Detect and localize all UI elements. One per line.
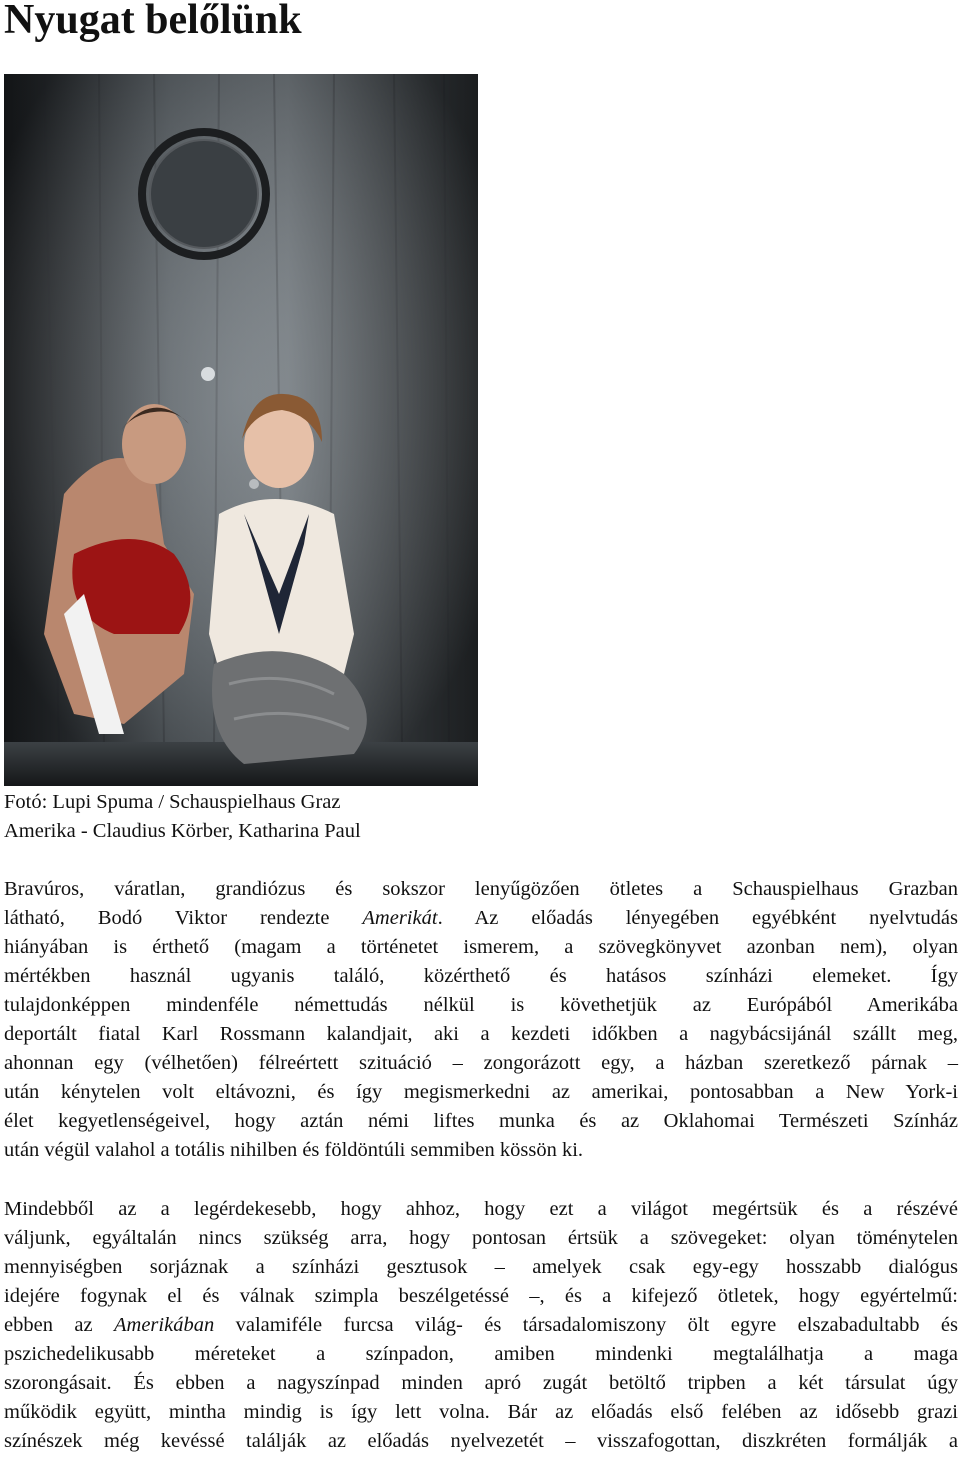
photo-caption <box>4 788 956 846</box>
paragraph-line: után végül valahol a totális nihilben és földöntúli semmiben kössön ki. <box>4 1139 584 1161</box>
paragraph-line: mértékben használ ugyanis találó, közérthető és hatásos színházi elemeket. Így <box>4 965 958 987</box>
paragraph-line: idejére fogynak el és válnak szimpla beszélgetéssé –, és a kifejező ötletek, hogy egyértelmű: <box>4 1285 958 1307</box>
paragraph-line: hiányában is érthető (magam a történetet ismerem, a szövegkönyvet azonban nem), olyan <box>4 936 958 958</box>
paragraph-line: deportált fiatal Karl Rossmann kalandjait, aki a kezdeti időkben a nagybácsijánál szállt meg, <box>4 1023 958 1045</box>
paragraph-line: pszichedelikusabb méreteket a színpadon, amiben mindenki megtalálhatja a maga <box>4 1343 958 1365</box>
photo-cast: Amerika - Claudius Körber, Katharina Paul <box>4 820 361 842</box>
paragraph-line: látható, Bodó Viktor rendezte Amerikát. Az előadás lényegében egyébként nyelvtudás <box>4 907 958 929</box>
paragraph-line: Bravúros, váratlan, grandiózus és sokszor lenyűgözően ötletes a Schauspielhaus Grazban <box>4 878 958 900</box>
paragraph-2 <box>4 1195 958 1456</box>
article-title: Nyugat belőlünk <box>4 0 302 43</box>
paragraph-line: színészek még kevéssé találják az előadás nyelvezetét – visszafogottan, diszkréten formálják a <box>4 1430 958 1452</box>
paragraph-line: Mindebből az a legérdekesebb, hogy ahhoz, hogy ezt a világot megértsük és a részévé <box>4 1198 958 1220</box>
paragraph-line: ebben az Amerikában valamiféle furcsa világ- és társadalomiszony ölt egyre elszabadultabb és <box>4 1314 958 1336</box>
theatre-photo <box>4 74 478 786</box>
paragraph-line: mennyiségben sorjáznak a színházi gesztusok – amelyek csak egy-egy hosszabb dialógus <box>4 1256 958 1278</box>
paragraph-line: ahonnan egy (vélhetően) félreértett szituáció – zongorázott egy, a házban szeretkező párnak – <box>4 1052 958 1074</box>
work-title: Amerikában <box>114 1314 215 1336</box>
paragraph-line: szorongásait. És ebben a nagyszínpad minden apró zugát betöltő tripben a két társulat úgy <box>4 1372 958 1394</box>
photo-credit: Fotó: Lupi Spuma / Schauspielhaus Graz <box>4 791 341 813</box>
theatre-photo-illustration <box>4 74 478 786</box>
paragraph-line: váljunk, egyáltalán nincs szükség arra, hogy pontosan értsük a szövegeket: olyan töménytelen <box>4 1227 958 1249</box>
paragraph-line: működik együtt, mintha mindig is így lett volna. Bár az előadás első felében az idősebb grazi <box>4 1401 958 1423</box>
paragraph-1 <box>4 875 958 1165</box>
paragraph-line: tulajdonképpen mindenféle némettudás nélkül is követhetjük az Európából Amerikába <box>4 994 958 1016</box>
paragraph-line: élet kegyetlenségeivel, hogy aztán némi liftes munka és az Oklahomai Természeti Színház <box>4 1110 958 1132</box>
paragraph-line: után kénytelen volt eltávozni, és így megismerkedni az amerikai, pontosabban a New York-i <box>4 1081 958 1103</box>
work-title: Amerikát <box>362 907 438 929</box>
